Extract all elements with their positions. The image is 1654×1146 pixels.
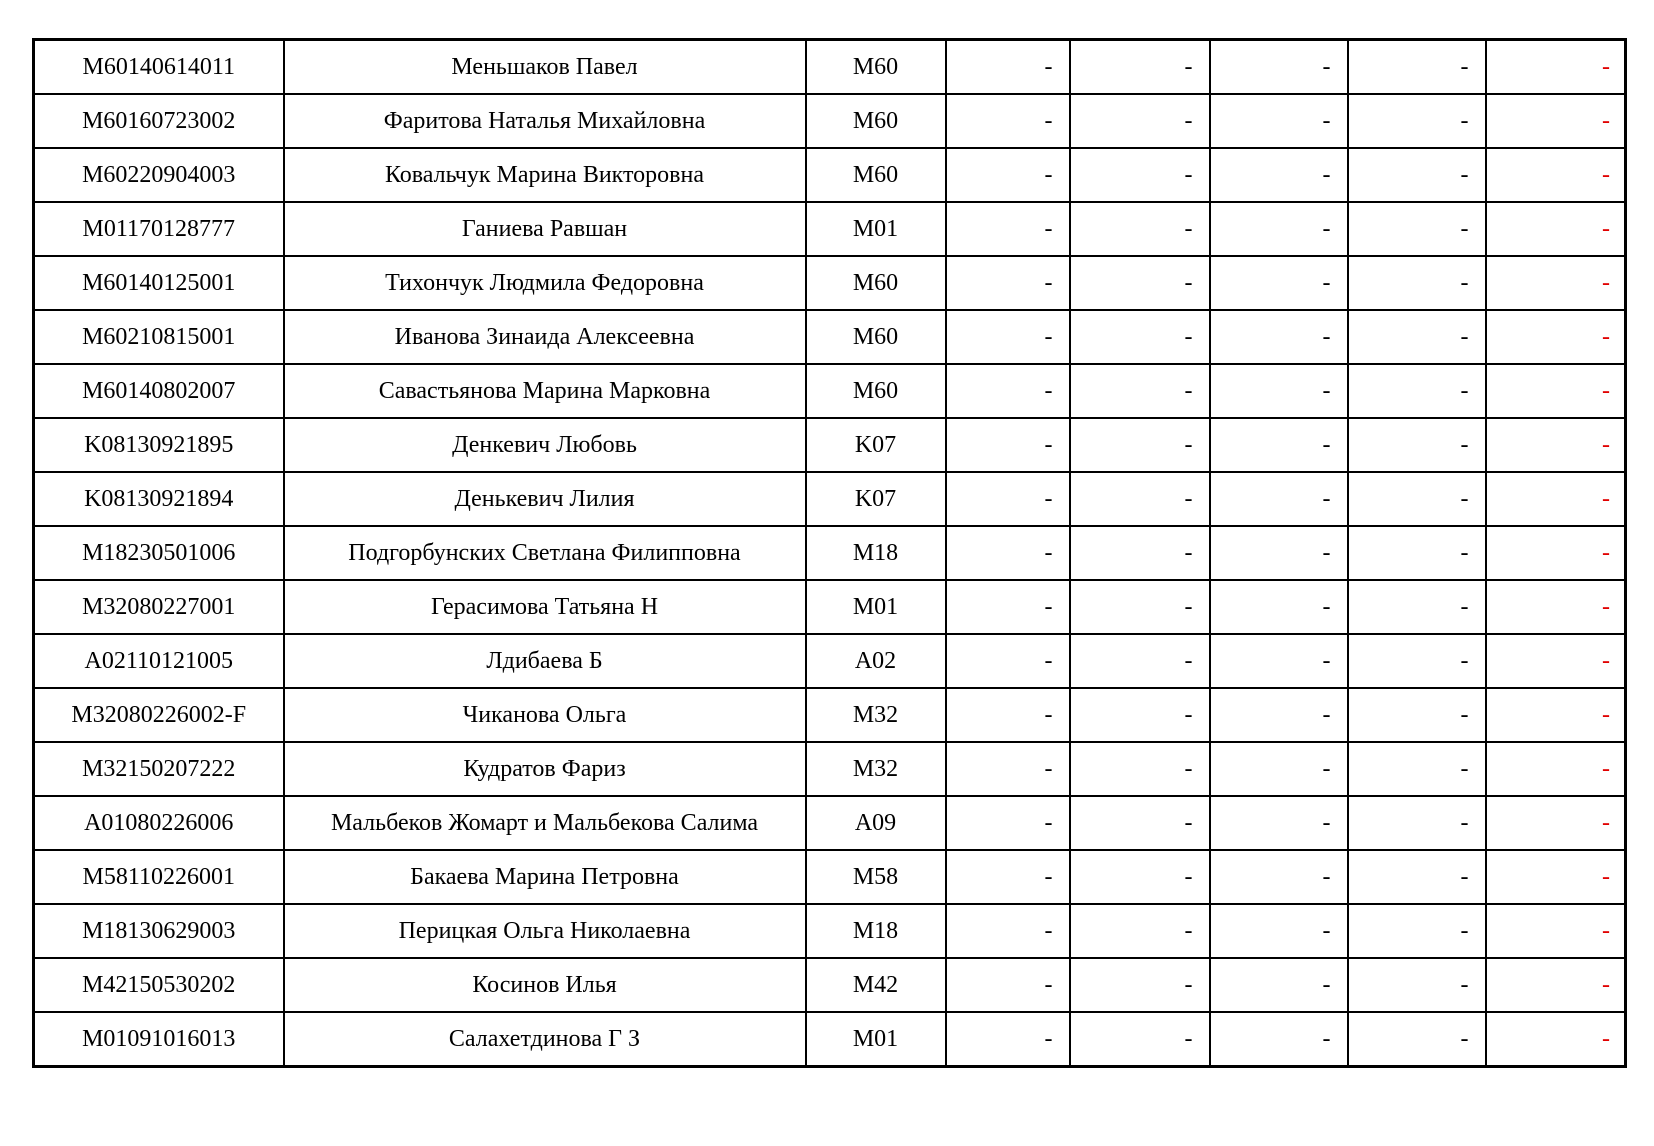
cell-value-1: -: [946, 418, 1070, 472]
cell-code: M18130629003: [34, 904, 284, 958]
cell-value-5: -: [1486, 40, 1626, 95]
cell-group: M60: [806, 310, 946, 364]
cell-value-1: -: [946, 40, 1070, 95]
cell-value-4: -: [1348, 40, 1486, 95]
cell-code: M42150530202: [34, 958, 284, 1012]
cell-value-5: -: [1486, 364, 1626, 418]
cell-name: Салахетдинова Г З: [284, 1012, 806, 1067]
table-row: [34, 1012, 1626, 1067]
cell-name: Ганиева Равшан: [284, 202, 806, 256]
cell-value-4: -: [1348, 796, 1486, 850]
cell-name: Кудратов Фариз: [284, 742, 806, 796]
cell-value-5: -: [1486, 472, 1626, 526]
cell-value-3: -: [1210, 634, 1348, 688]
cell-name: Герасимова Татьяна Н: [284, 580, 806, 634]
cell-name: Савастьянова Марина Марковна: [284, 364, 806, 418]
cell-value-1: -: [946, 580, 1070, 634]
cell-value-3: -: [1210, 850, 1348, 904]
cell-code: M32150207222: [34, 742, 284, 796]
cell-value-5: -: [1486, 904, 1626, 958]
cell-code: M32080227001: [34, 580, 284, 634]
cell-group: M58: [806, 850, 946, 904]
cell-value-2: -: [1070, 850, 1210, 904]
cell-value-4: -: [1348, 472, 1486, 526]
cell-code: K08130921895: [34, 418, 284, 472]
cell-code: M32080226002-F: [34, 688, 284, 742]
cell-value-4: -: [1348, 958, 1486, 1012]
cell-name: Тихончук Людмила Федоровна: [284, 256, 806, 310]
cell-value-5: -: [1486, 418, 1626, 472]
cell-name: Фаритова Наталья Михайловна: [284, 94, 806, 148]
cell-value-4: -: [1348, 580, 1486, 634]
cell-value-2: -: [1070, 688, 1210, 742]
cell-name: Мальбеков Жомарт и Мальбекова Салима: [284, 796, 806, 850]
cell-value-4: -: [1348, 310, 1486, 364]
cell-name: Чиканова Ольга: [284, 688, 806, 742]
table-row: [34, 526, 1626, 580]
cell-value-2: -: [1070, 958, 1210, 1012]
table-row: [34, 256, 1626, 310]
cell-value-3: -: [1210, 40, 1348, 95]
cell-code: M60220904003: [34, 148, 284, 202]
cell-value-1: -: [946, 634, 1070, 688]
table-row: [34, 364, 1626, 418]
cell-name: Перицкая Ольга Николаевна: [284, 904, 806, 958]
cell-value-3: -: [1210, 310, 1348, 364]
table-row: [34, 580, 1626, 634]
cell-value-1: -: [946, 364, 1070, 418]
cell-value-1: -: [946, 1012, 1070, 1067]
cell-value-1: -: [946, 148, 1070, 202]
cell-code: M58110226001: [34, 850, 284, 904]
table-row: [34, 634, 1626, 688]
table-row: [34, 94, 1626, 148]
cell-group: M01: [806, 580, 946, 634]
cell-name: Подгорбунских Светлана Филипповна: [284, 526, 806, 580]
cell-value-2: -: [1070, 634, 1210, 688]
cell-value-3: -: [1210, 1012, 1348, 1067]
cell-value-4: -: [1348, 94, 1486, 148]
cell-name: Косинов Илья: [284, 958, 806, 1012]
cell-name: Меньшаков Павел: [284, 40, 806, 95]
cell-group: M60: [806, 256, 946, 310]
cell-group: M32: [806, 742, 946, 796]
cell-value-4: -: [1348, 526, 1486, 580]
cell-value-1: -: [946, 256, 1070, 310]
cell-value-3: -: [1210, 202, 1348, 256]
cell-value-2: -: [1070, 904, 1210, 958]
cell-group: M60: [806, 40, 946, 95]
cell-value-5: -: [1486, 580, 1626, 634]
cell-code: M60160723002: [34, 94, 284, 148]
cell-value-5: -: [1486, 148, 1626, 202]
cell-value-3: -: [1210, 580, 1348, 634]
cell-value-4: -: [1348, 1012, 1486, 1067]
cell-value-5: -: [1486, 202, 1626, 256]
cell-value-4: -: [1348, 688, 1486, 742]
cell-value-3: -: [1210, 526, 1348, 580]
cell-value-1: -: [946, 958, 1070, 1012]
cell-value-3: -: [1210, 148, 1348, 202]
cell-value-2: -: [1070, 310, 1210, 364]
cell-value-5: -: [1486, 526, 1626, 580]
cell-group: M01: [806, 202, 946, 256]
cell-group: M18: [806, 904, 946, 958]
cell-code: M60140802007: [34, 364, 284, 418]
cell-value-2: -: [1070, 418, 1210, 472]
cell-group: M60: [806, 364, 946, 418]
cell-value-2: -: [1070, 1012, 1210, 1067]
table-row: [34, 40, 1626, 95]
cell-code: A01080226006: [34, 796, 284, 850]
cell-value-3: -: [1210, 418, 1348, 472]
cell-value-3: -: [1210, 958, 1348, 1012]
table-row: [34, 202, 1626, 256]
cell-value-5: -: [1486, 94, 1626, 148]
cell-value-2: -: [1070, 94, 1210, 148]
cell-value-2: -: [1070, 796, 1210, 850]
cell-value-2: -: [1070, 526, 1210, 580]
cell-group: A09: [806, 796, 946, 850]
cell-value-3: -: [1210, 94, 1348, 148]
cell-value-3: -: [1210, 688, 1348, 742]
cell-code: A02110121005: [34, 634, 284, 688]
cell-value-5: -: [1486, 688, 1626, 742]
table-row: [34, 904, 1626, 958]
cell-name: Лдибаева Б: [284, 634, 806, 688]
table-body: [34, 40, 1626, 1067]
cell-value-1: -: [946, 742, 1070, 796]
cell-value-5: -: [1486, 742, 1626, 796]
cell-value-2: -: [1070, 40, 1210, 95]
table-row: [34, 148, 1626, 202]
cell-value-2: -: [1070, 256, 1210, 310]
cell-value-4: -: [1348, 148, 1486, 202]
cell-group: M18: [806, 526, 946, 580]
cell-group: M42: [806, 958, 946, 1012]
cell-value-5: -: [1486, 310, 1626, 364]
cell-name: Денкевич Любовь: [284, 418, 806, 472]
cell-value-1: -: [946, 472, 1070, 526]
cell-value-1: -: [946, 796, 1070, 850]
cell-value-3: -: [1210, 904, 1348, 958]
cell-group: M32: [806, 688, 946, 742]
cell-code: M60210815001: [34, 310, 284, 364]
cell-name: Иванова Зинаида Алексеевна: [284, 310, 806, 364]
table-row: [34, 310, 1626, 364]
cell-value-2: -: [1070, 364, 1210, 418]
cell-value-5: -: [1486, 634, 1626, 688]
cell-code: K08130921894: [34, 472, 284, 526]
cell-value-3: -: [1210, 472, 1348, 526]
cell-value-2: -: [1070, 202, 1210, 256]
table-row: [34, 472, 1626, 526]
results-table: [32, 38, 1627, 1068]
cell-value-4: -: [1348, 202, 1486, 256]
cell-value-4: -: [1348, 256, 1486, 310]
cell-value-1: -: [946, 202, 1070, 256]
cell-code: M60140125001: [34, 256, 284, 310]
cell-code: M01091016013: [34, 1012, 284, 1067]
cell-name: Денькевич Лилия: [284, 472, 806, 526]
cell-code: M18230501006: [34, 526, 284, 580]
cell-value-1: -: [946, 310, 1070, 364]
table-row: [34, 796, 1626, 850]
cell-group: K07: [806, 472, 946, 526]
cell-value-3: -: [1210, 796, 1348, 850]
table-row: [34, 958, 1626, 1012]
cell-value-5: -: [1486, 850, 1626, 904]
cell-value-5: -: [1486, 256, 1626, 310]
cell-value-4: -: [1348, 364, 1486, 418]
cell-value-2: -: [1070, 742, 1210, 796]
cell-value-2: -: [1070, 472, 1210, 526]
cell-code: M01170128777: [34, 202, 284, 256]
cell-value-4: -: [1348, 418, 1486, 472]
table-row: [34, 850, 1626, 904]
cell-group: M60: [806, 148, 946, 202]
cell-value-3: -: [1210, 256, 1348, 310]
cell-value-1: -: [946, 688, 1070, 742]
cell-group: K07: [806, 418, 946, 472]
cell-value-3: -: [1210, 364, 1348, 418]
cell-value-1: -: [946, 526, 1070, 580]
cell-value-1: -: [946, 850, 1070, 904]
cell-value-5: -: [1486, 796, 1626, 850]
cell-value-1: -: [946, 94, 1070, 148]
cell-value-3: -: [1210, 742, 1348, 796]
cell-name: Ковальчук Марина Викторовна: [284, 148, 806, 202]
cell-value-4: -: [1348, 904, 1486, 958]
cell-code: M60140614011: [34, 40, 284, 95]
table-row: [34, 742, 1626, 796]
cell-value-2: -: [1070, 580, 1210, 634]
cell-value-5: -: [1486, 1012, 1626, 1067]
cell-value-4: -: [1348, 742, 1486, 796]
cell-value-2: -: [1070, 148, 1210, 202]
cell-name: Бакаева Марина Петровна: [284, 850, 806, 904]
table-row: [34, 688, 1626, 742]
cell-group: M01: [806, 1012, 946, 1067]
cell-value-1: -: [946, 904, 1070, 958]
cell-group: M60: [806, 94, 946, 148]
cell-group: A02: [806, 634, 946, 688]
cell-value-5: -: [1486, 958, 1626, 1012]
cell-value-4: -: [1348, 634, 1486, 688]
table-row: [34, 418, 1626, 472]
cell-value-4: -: [1348, 850, 1486, 904]
